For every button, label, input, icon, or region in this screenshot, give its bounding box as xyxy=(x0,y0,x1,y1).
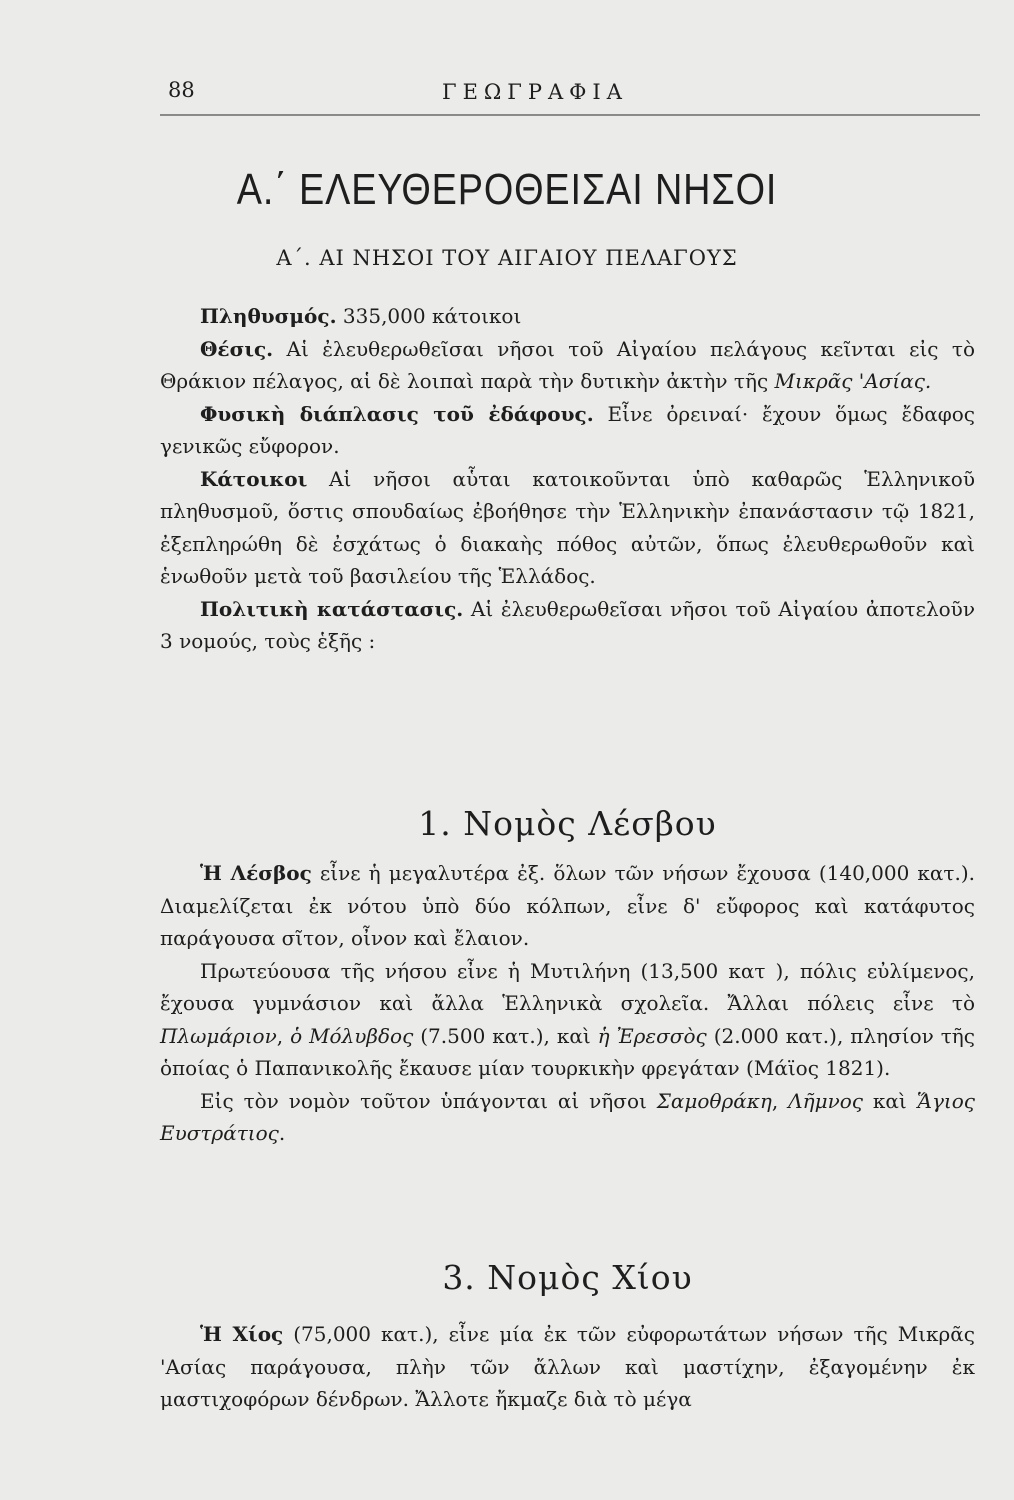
lesvos-p3-c: καὶ xyxy=(862,1088,917,1113)
intro-text xyxy=(160,300,975,658)
physical-text: Εἶνε ὀρειναί· ἔχουν ὅμως ἔδαφος γενικῶς εὔφορον. xyxy=(160,401,975,458)
political-text: Αἱ ἐλευθερωθεῖσαι νῆσοι τοῦ Αἰγαίου ἀποτελοῦν 3 νομούς, τοὺς ἑξῆς : xyxy=(160,596,975,653)
section-title: Α΄. ΑΙ ΝΗΣΟΙ ΤΟΥ ΑΙΓΑΙΟΥ ΠΕΛΑΓΟΥΣ xyxy=(276,246,738,270)
lesvos-paragraph-2 xyxy=(160,955,975,1085)
positions-label: Θέσις. xyxy=(200,336,274,361)
lesvos-p2-b: , xyxy=(276,1023,291,1048)
lesvos-p3-b: , xyxy=(771,1088,789,1113)
population-text: 335,000 κάτοικοι xyxy=(336,304,522,328)
running-title: ΓΕΩΓΡΑΦΙΑ xyxy=(442,80,628,104)
lesvos-p3-a: Εἰς τὸν νομὸν τοῦτον ὑπάγονται αἱ νῆσοι xyxy=(200,1088,657,1113)
lesvos-p2-i1: Πλωμάριον xyxy=(160,1023,277,1048)
positions-text: Αἱ ἐλευθερωθεῖσαι νῆσοι τοῦ Αἰγαίου πελάγους κεῖνται εἰς τὸ Θράκιον πέλαγος, αἱ δὲ λοιπαὶ παρὰ τὴν δυτικὴν ἀκτὴν τῆς xyxy=(160,336,975,393)
lesvos-p2-i3: ἡ Ἐρεσσὸς xyxy=(597,1023,707,1048)
lesvos-p1-text: εἶνε ἡ μεγαλυτέρα ἐξ. ὅλων τῶν νήσων ἔχουσα (140,000 κατ.). Διαμελίζεται ἐκ νότου ὑπὸ δύο κόλπων, εἶνε δ' εὔφορος καὶ κατάφυτος παράγουσα σῖτον, οἶνον καὶ ἔλαιον. xyxy=(160,861,975,950)
lesvos-p3-i1: Σαμοθράκη xyxy=(656,1088,772,1113)
page-number: 88 xyxy=(168,78,195,102)
lesvos-p2-a: Πρωτεύουσα τῆς νήσου εἶνε ἡ Μυτιλήνη (13,500 κατ ), πόλις εὐλίμενος, ἔχουσα γυμνάσιον καὶ ἄλλα Ἑλληνικὰ σχολεῖα. Ἄλλαι πόλεις εἶνε τὸ xyxy=(160,958,975,1015)
lesvos-p3-i2: Λῆμνος xyxy=(788,1088,863,1113)
lesvos-paragraph-3 xyxy=(160,1085,975,1150)
population-label: Πληθυσμός. xyxy=(200,304,337,328)
lesvos-p3-d: . xyxy=(278,1121,286,1145)
lesvos-text xyxy=(160,857,975,1150)
lesvos-p2-i2: ὁ Μόλυβδος xyxy=(290,1023,414,1048)
chios-label: Ἡ Χίος xyxy=(200,1322,284,1346)
chios-p1-text: (75,000 κατ.), εἶνε μία ἐκ τῶν εὐφορωτάτων νήσων τῆς Μικρᾶς 'Ασίας παράγουσα, πλὴν τῶν ἄλλων καὶ μαστίχην, ἐξαγομένην ἐκ μαστιχοφόρων δένδρων. Ἄλλοτε ἤκμαζε διὰ τὸ μέγα xyxy=(160,1322,975,1411)
chios-paragraph-1 xyxy=(160,1318,975,1416)
positions-italic: Μικρᾶς 'Ασίας. xyxy=(774,369,932,393)
inhabitants-text: Αἱ νῆσοι αὗται κατοικοῦνται ὑπὸ καθαρῶς Ἑλληνικοῦ πληθυσμοῦ, ὅστις σπουδαίως ἐβοήθησε τὴν Ἑλληνικὴν ἐπανάστασιν τῷ 1821, ἐξεπληρώθη δὲ ἐσχάτως ὁ διακαὴς πόθος αὐτῶν, ὅπως ἐλευθερωθοῦν καὶ ἑνωθοῦν μετὰ τοῦ βασιλείου τῆς Ἑλλάδος. xyxy=(160,466,975,588)
inhabitants-paragraph xyxy=(160,463,975,593)
header-rule xyxy=(160,114,980,116)
physical-paragraph xyxy=(160,398,975,463)
positions-paragraph xyxy=(160,333,975,398)
inhabitants-label: Κάτοικοι xyxy=(200,466,308,491)
lesvos-label: Ἡ Λέσβος xyxy=(200,861,312,885)
population-paragraph xyxy=(160,300,975,333)
political-label: Πολιτικὴ κατάστασις. xyxy=(200,596,464,621)
running-header xyxy=(160,78,980,108)
lesvos-p2-c: (7.500 κατ.), καὶ xyxy=(413,1023,598,1048)
lesvos-p3-i3: Ἅγιος Ευστράτιος xyxy=(160,1088,976,1145)
lesvos-paragraph-1 xyxy=(160,857,975,955)
chios-heading: 3. Νομὸς Χίου xyxy=(442,1258,693,1297)
physical-label: Φυσικὴ διάπλασις τοῦ ἐδάφους. xyxy=(200,401,594,426)
chios-text xyxy=(160,1318,975,1416)
lesvos-heading: 1. Νομὸς Λέσβου xyxy=(418,804,717,843)
chapter-title: Α.΄ ΕΛΕΥΘΕΡΟΘΕΙΣΑΙ ΝΗΣΟΙ xyxy=(236,165,778,214)
lesvos-p2-d: (2.000 κατ.), πλησίον τῆς ὁποίας ὁ Παπανικολῆς ἔκαυσε μίαν τουρκικὴν φρεγάταν (Μάϊος 1821). xyxy=(160,1023,975,1080)
political-paragraph xyxy=(160,593,975,658)
